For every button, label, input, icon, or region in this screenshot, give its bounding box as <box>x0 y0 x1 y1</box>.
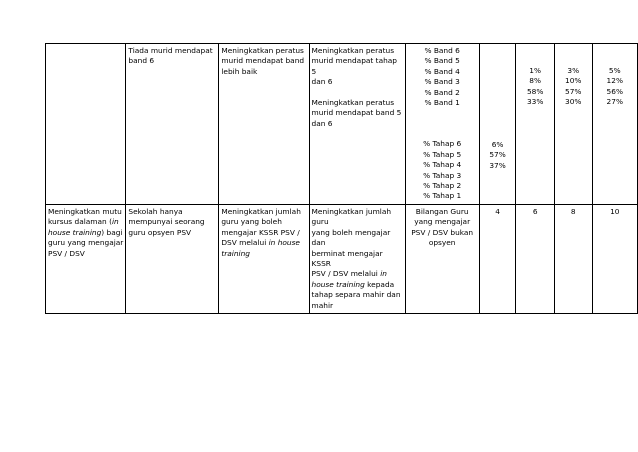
table-row <box>46 204 638 313</box>
cell-value-4: 5% 12% 56% 27% <box>592 44 637 205</box>
cell-indicator: Bilangan Guru yang mengajar PSV / DSV bukan opsyen <box>405 204 479 313</box>
data-table <box>45 43 638 314</box>
cell-value-2: 6 <box>516 204 555 313</box>
table-row <box>46 44 638 205</box>
cell-goal: Meningkatkan jumlah guru yang boleh mengajar KSSR PSV / DSV melalui in house training <box>219 204 309 313</box>
cell-goal: Meningkatkan peratus murid mendapat band lebih baik <box>219 44 309 205</box>
cell-objective: Meningkatkan peratus murid mendapat tahap 5 dan 6 Meningkatkan peratus murid mendapat band 5 dan 6 <box>309 44 405 205</box>
cell-indicator: % Band 6 % Band 5 % Band 4 % Band 3 % Band 2 % Band 1 % Tahap 6 % Tahap 5 % Tahap 4 % Tahap 3 % Tahap 2 % Tahap 1 <box>405 44 479 205</box>
cell-issue: Sekolah hanya mempunyai seorang guru opsyen PSV <box>126 204 219 313</box>
cell-objective: Meningkatkan jumlah guru yang boleh mengajar dan berminat mengajar KSSR PSV / DSV melalui in house training kepada tahap separa mahir dan mahir <box>309 204 405 313</box>
cell-value-1: 4 <box>479 204 516 313</box>
cell-value-3: 8 <box>554 204 592 313</box>
cell-value-4: 10 <box>592 204 637 313</box>
cell-value-2: 1% 8% 58% 33% <box>516 44 555 205</box>
cell-empty <box>46 44 126 205</box>
cell-value-3: 3% 10% 57% 30% <box>554 44 592 205</box>
cell-strategy: Meningkatkan mutu kursus dalaman (in house training) bagi guru yang mengajar PSV / DSV <box>46 204 126 313</box>
cell-value-1: 6% 57% 37% <box>479 44 516 205</box>
cell-issue: Tiada murid mendapat band 6 <box>126 44 219 205</box>
